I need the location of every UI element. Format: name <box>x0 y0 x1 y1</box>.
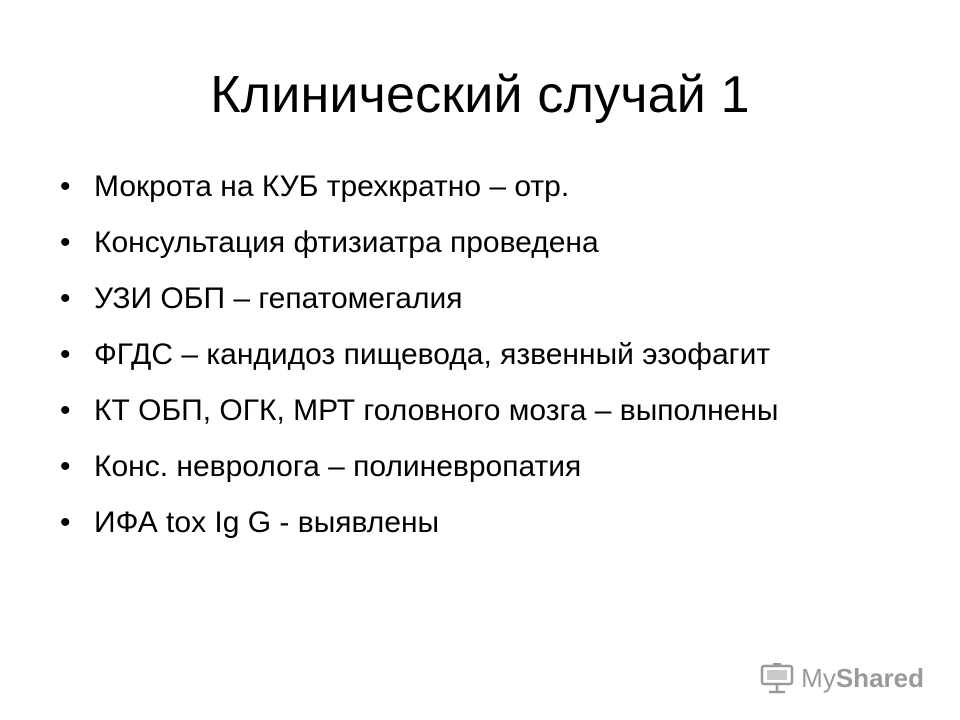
presentation-board-icon <box>759 662 795 694</box>
bullet-marker: • <box>60 394 71 427</box>
bullet-item <box>60 282 880 316</box>
watermark-text <box>801 663 924 694</box>
bullet-text: Консультация фтизиатра проведена <box>94 226 599 259</box>
watermark <box>759 662 924 694</box>
bullet-text: Мокрота на КУБ трехкратно – отр. <box>94 170 570 203</box>
bullet-text: Конс. невролога – полиневропатия <box>94 450 582 483</box>
bullet-text: ФГДС – кандидоз пищевода, язвенный эзофагит <box>94 338 771 371</box>
slide-title: Клинический случай 1 <box>210 66 750 124</box>
bullet-marker: • <box>60 338 71 371</box>
watermark-text-part-a: My <box>801 662 836 693</box>
bullet-item <box>60 338 880 372</box>
bullet-text: УЗИ ОБП – гепатомегалия <box>94 282 463 315</box>
bullet-text: КТ ОБП, ОГК, МРТ головного мозга – выполнены <box>94 394 779 427</box>
bullet-item <box>60 226 880 260</box>
bullet-marker: • <box>60 450 71 483</box>
bullet-marker: • <box>60 170 71 203</box>
bullet-item <box>60 170 880 204</box>
bullet-marker: • <box>60 506 71 539</box>
bullet-text: ИФА tox Ig G - выявлены <box>94 506 440 539</box>
bullet-marker: • <box>60 282 71 315</box>
bullet-item <box>60 450 880 484</box>
bullet-item <box>60 394 880 428</box>
bullet-list <box>60 170 880 562</box>
bullet-marker: • <box>60 226 71 259</box>
bullet-item <box>60 506 880 540</box>
watermark-text-part-b: Shared <box>835 662 924 693</box>
